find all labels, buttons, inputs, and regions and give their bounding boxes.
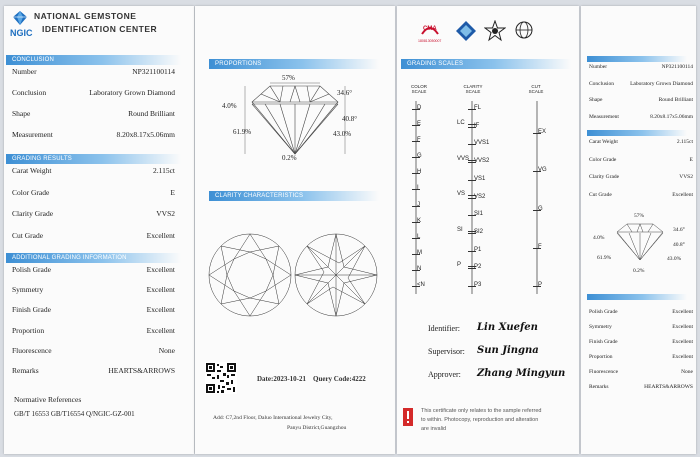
summary-proportion-total-depth: 61.9% (597, 255, 612, 261)
scale-label: VG (538, 167, 547, 174)
kv-row (12, 188, 175, 198)
kv-label: Shape (589, 97, 603, 103)
kv-label: Number (589, 64, 608, 70)
kv-row (12, 109, 175, 119)
scale-label: EX (538, 129, 547, 135)
kv-value: Round Brilliant (658, 97, 693, 103)
proportion-culet: 0.2% (282, 154, 297, 162)
clarity-crown-view-diagram (207, 232, 293, 318)
certificate-middle-panel (195, 6, 395, 454)
kv-value: 8.20x8.17x5.06mm (116, 130, 175, 139)
kv-row (589, 97, 693, 107)
additional-grading-header: ADDITIONAL GRADING INFORMATION (6, 253, 181, 263)
scale-tick (468, 231, 476, 232)
kv-label: Conclusion (12, 88, 47, 97)
signature-label: Identifier: (428, 324, 460, 333)
cma-logo-text: CMA (423, 26, 437, 32)
kv-row (589, 64, 693, 74)
kv-row (12, 67, 175, 77)
signature-label: Approver: (428, 370, 461, 379)
clarity-characteristics-header: CLARITY CHARACTERISTICS (209, 191, 379, 201)
scale-label: P (457, 262, 462, 268)
notice-line2: to within. Photocopy, reproduction and alteration (421, 417, 539, 423)
references-line: GB/T 16553 GB/T16554 Q/NGIC-GZ-001 (14, 410, 135, 418)
kv-value: E (689, 156, 693, 163)
summary-proportion-pavilion-angle: 40.8° (673, 242, 685, 248)
kv-row (589, 157, 693, 167)
notice-line1: This certificate only relates to the sample referred (421, 408, 542, 414)
kv-row (12, 130, 175, 140)
cma-logo-number: 180813050007 (418, 39, 442, 43)
proportion-table: 57% (282, 74, 295, 82)
scale-label: P2 (474, 264, 482, 271)
certificate-scales-panel (397, 6, 579, 454)
warning-icon (403, 408, 413, 426)
kv-value: Excellent (672, 339, 693, 345)
notice-line3: are invalid (421, 426, 447, 432)
scale-label: SI2 (474, 228, 484, 235)
kv-value: Excellent (146, 305, 175, 315)
scale-label: VS1 (474, 175, 486, 182)
org-name-line2: IDENTIFICATION CENTER (42, 24, 158, 34)
cut-scale-head: CUT SCALE (528, 84, 544, 94)
kv-row (12, 305, 175, 315)
scale-label: <N (417, 282, 425, 288)
kv-value: Excellent (672, 324, 693, 330)
color-scale-head: COLOR SCALE (410, 84, 427, 94)
kv-value: Excellent (146, 230, 175, 240)
kv-value: HEARTS&ARROWS (108, 366, 175, 375)
kv-label: Carat Weight (589, 139, 618, 145)
scale-label: G (417, 153, 422, 160)
kv-label: Color Grade (12, 187, 50, 197)
kv-row (12, 88, 175, 98)
scale-label: VVS1 (474, 140, 490, 147)
conclusion-header: CONCLUSION (6, 55, 181, 65)
proportion-pavilion-depth: 43.0% (333, 130, 352, 138)
kv-value: E (170, 187, 175, 197)
references-title: Normative References (14, 395, 82, 404)
ngic-acronym: NGIC (10, 28, 33, 38)
kv-row (589, 139, 693, 149)
signature-label: Supervisor: (428, 347, 465, 356)
clarity-pavilion-view-diagram (293, 232, 379, 318)
scale-label: F (417, 137, 421, 144)
kv-label: Clarity Grade (12, 209, 54, 218)
kv-label: Clarity Grade (589, 174, 620, 180)
scale-label: J (417, 201, 420, 208)
kv-label: Fluorescence (12, 345, 52, 355)
scale-label: P (538, 282, 543, 288)
proportion-crown-height: 4.0% (222, 102, 237, 110)
signature-name: Zhang Mingyun (477, 368, 566, 379)
kv-value: Excellent (672, 354, 693, 360)
kv-value: Excellent (672, 309, 693, 315)
kv-row (12, 285, 175, 295)
scale-tick (468, 195, 476, 196)
kv-value: VVS2 (679, 174, 693, 180)
proportion-crown-angle: 34.6° (337, 89, 353, 97)
scale-label: F (538, 243, 542, 250)
kv-value: NP321100114 (661, 64, 693, 70)
kv-row (589, 384, 693, 394)
kv-row (12, 265, 175, 275)
qr-code[interactable] (205, 362, 237, 394)
scale-tick (468, 266, 476, 267)
kv-label: Conclusion (589, 80, 615, 87)
kv-value: Excellent (146, 285, 175, 295)
grading-scales-header: GRADING SCALES (401, 59, 571, 69)
issue-date: Date:2023-10-21 (257, 375, 306, 383)
kv-row (589, 309, 693, 319)
kv-value: HEARTS&ARROWS (644, 384, 693, 390)
summary-proportion-table: 57% (634, 213, 645, 219)
scale-lines (397, 6, 579, 454)
clarity-scale-head: CLARITY SCALE (463, 84, 483, 94)
scale-label: L (417, 233, 421, 240)
scale-label: P1 (474, 246, 482, 253)
scale-label: I (417, 185, 419, 192)
summary-proportion-culet: 0.2% (633, 268, 645, 274)
kv-value: 8.20x8.17x5.06mm (650, 113, 693, 120)
scale-label: VVS2 (474, 158, 490, 165)
ngic-diamond-logo-icon (12, 10, 28, 26)
proportion-total-depth: 61.9% (233, 128, 252, 136)
summary-mid-bar (587, 130, 687, 136)
address-line1: Add: C7,2nd Floor, Daluo International Jewelry City, (213, 415, 333, 421)
kv-value: None (681, 369, 693, 375)
kv-label: Symmetry (589, 324, 612, 330)
kv-row (589, 324, 693, 334)
kv-row (12, 366, 175, 376)
summary-proportion-crown-angle: 34.6° (673, 227, 685, 233)
kv-value: Round Brilliant (128, 109, 175, 118)
grading-results-header: GRADING RESULTS (6, 154, 181, 164)
kv-row (589, 354, 693, 364)
kv-row (12, 326, 175, 336)
kv-label: Proportion (589, 354, 613, 360)
kv-label: Remarks (12, 366, 39, 375)
scale-label: P3 (474, 282, 482, 288)
kv-label: Measurement (12, 130, 53, 139)
kv-value: VVS2 (156, 209, 175, 218)
address-line2: Panyu District,Guangzhou (287, 425, 347, 431)
kv-label: Polish Grade (589, 309, 618, 315)
kv-label: Finish Grade (589, 339, 618, 345)
kv-label: Symmetry (12, 285, 44, 295)
kv-value: Laboratory Grown Diamond (89, 88, 175, 97)
certificate-left-panel (4, 6, 194, 454)
org-name-line1: NATIONAL GEMSTONE (34, 11, 137, 21)
scale-label: H (417, 169, 422, 176)
kv-row (12, 209, 175, 219)
scale-tick (468, 160, 476, 161)
kv-label: Color Grade (589, 156, 617, 163)
scale-label: VVS (457, 155, 470, 162)
scale-label: FL (474, 105, 482, 111)
scale-tick (468, 124, 476, 125)
certificate-summary-panel (581, 6, 696, 454)
kv-row (589, 174, 693, 184)
kv-label: Fluorescence (589, 369, 619, 375)
kv-value: Laboratory Grown Diamond (630, 80, 693, 87)
kv-label: Measurement (589, 113, 619, 120)
kv-row (589, 339, 693, 349)
kv-row (589, 369, 693, 379)
scale-label: LC (457, 120, 465, 126)
kv-label: Polish Grade (12, 265, 51, 274)
query-code: Query Code:4222 (313, 375, 366, 383)
scale-label: D (417, 105, 422, 111)
kv-row (589, 114, 693, 124)
kv-value: Excellent (146, 265, 175, 274)
kv-row (589, 81, 693, 91)
kv-label: Number (12, 67, 37, 76)
scale-label: SI1 (474, 211, 484, 218)
scale-label: SI (457, 226, 463, 233)
proportions-header: PROPORTIONS (209, 59, 379, 69)
scale-label: VS2 (474, 193, 486, 200)
summary-proportion-crown-height: 4.0% (593, 235, 605, 241)
scale-label: IF (474, 122, 480, 129)
kv-row (12, 231, 175, 241)
kv-label: Cut Grade (12, 230, 44, 240)
kv-label: Proportion (12, 325, 45, 335)
scale-label: K (417, 217, 422, 224)
kv-value: Excellent (146, 325, 175, 335)
kv-value: Excellent (672, 191, 693, 198)
kv-label: Carat Weight (12, 166, 52, 175)
proportion-pavilion-angle: 40.8° (342, 115, 358, 123)
kv-value: NP321100114 (132, 67, 175, 76)
summary-top-bar (587, 56, 687, 62)
scale-label: M (417, 249, 422, 256)
kv-label: Cut Grade (589, 191, 612, 198)
kv-value: None (158, 345, 175, 355)
kv-label: Shape (12, 109, 31, 118)
signature-name: Sun Jingna (477, 345, 539, 356)
kv-label: Finish Grade (12, 305, 51, 315)
summary-proportion-pavilion-depth: 43.0% (667, 256, 682, 262)
scale-label: E (417, 121, 422, 128)
kv-label: Remarks (589, 384, 609, 390)
summary-bottom-bar (587, 294, 687, 300)
scale-label: VS (457, 191, 466, 197)
scale-label: G (538, 205, 543, 212)
kv-row (12, 346, 175, 356)
signature-name: Lin Xuefen (477, 322, 538, 333)
kv-row (589, 192, 693, 202)
kv-value: 2.115ct (676, 139, 693, 145)
kv-row (12, 166, 175, 176)
summary-proportions-diagram (609, 220, 671, 262)
kv-value: 2.115ct (152, 166, 175, 175)
scale-label: N (417, 265, 422, 272)
